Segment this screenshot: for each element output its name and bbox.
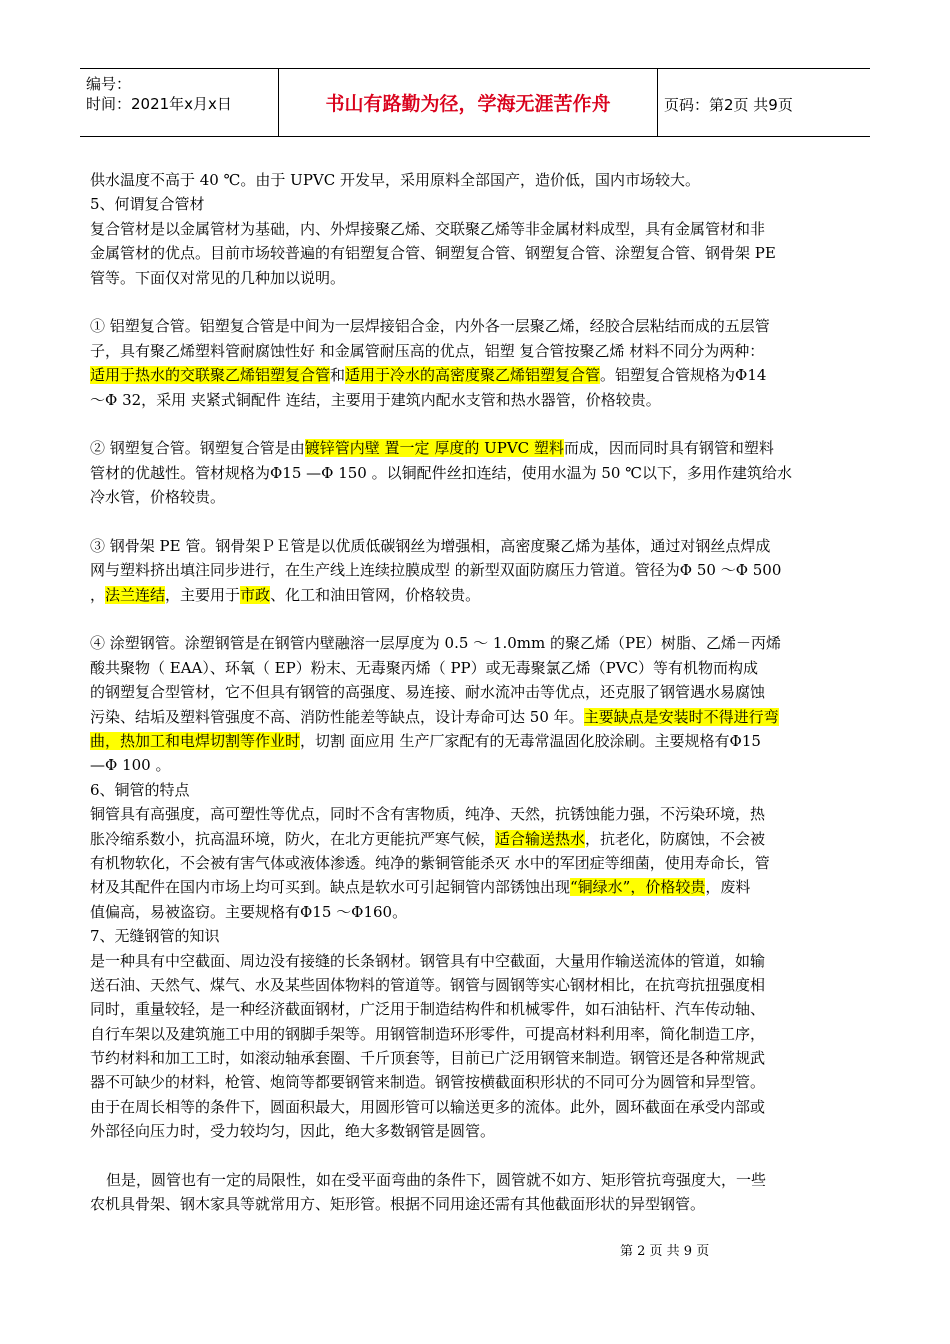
highlighted-text: 市政 xyxy=(240,585,271,604)
document-number-label: 编号： xyxy=(86,75,132,93)
header-motto: 书山有路勤为径，学海无涯苦作舟 xyxy=(325,93,611,115)
paragraph-line xyxy=(90,436,868,460)
paragraph-line: ③ 钢骨架 PE 管。钢骨架ＰＥ管是以优质低碳钢丝为增强相，高密度聚乙烯为基体，通过对钢丝点焊成 xyxy=(90,536,771,555)
paragraph-line xyxy=(90,363,868,387)
paragraph-line: 同时，重量较轻，是一种经济截面钢材，广泛用于制造结构件和机械零件，如石油钻杆、汽车传动轴、 xyxy=(90,1000,766,1019)
document-body xyxy=(90,168,868,1217)
highlighted-text: 适用于冷水的高密度聚乙烯铝塑复合管 xyxy=(345,366,601,385)
text-run: ，抗老化，防腐蚀，不会被 xyxy=(585,829,766,848)
paragraph-line: 复合管材是以金属管材为基础，内、外焊接聚乙烯、交联聚乙烯等非金属材料成型，具有金属管材和非 xyxy=(90,219,766,238)
text-run: ② 钢塑复合管。钢塑复合管是由 xyxy=(90,439,305,458)
paragraph-line: 值偏高，易被盗窃。主要规格有Φ15 ～Φ160。 xyxy=(90,902,408,921)
highlighted-text: 曲，热加工和电焊切割等作业时 xyxy=(90,731,301,750)
section-heading-5: 5、何谓复合管材 xyxy=(90,195,205,214)
text-run: 。铝塑复合管规格为Φ14 xyxy=(600,366,767,385)
header-meta-cell xyxy=(80,69,279,136)
document-date: 时间：2021年x月x日 xyxy=(86,95,232,113)
text-run: 材及其配件在国内市场上均可买到。缺点是软水可引起铜管内部锈蚀出现 xyxy=(90,878,571,897)
paragraph-line: 管等。下面仅对常见的几种加以说明。 xyxy=(90,268,346,287)
text-run: ，废料 xyxy=(705,878,751,897)
paragraph-line: 网与塑料挤出填注同步进行，在生产线上连续拉膜成型 的新型双面防腐压力管道。管径为Φ 50 ～Φ 500 xyxy=(90,561,782,580)
highlighted-text: 法兰连结 xyxy=(105,585,166,604)
paragraph-line xyxy=(90,875,868,899)
paragraph-line: 但是，圆管也有一定的局限性，如在受平面弯曲的条件下，圆管就不如方、矩形管抗弯强度大，一些 xyxy=(106,1171,767,1190)
paragraph-line: 农机具骨架、钢木家具等就常用方、矩形管。根据不同用途还需有其他截面形状的异型钢管。 xyxy=(90,1195,706,1214)
paragraph-line: 供水温度不高于 40 ℃。由于 UPVC 开发早，采用原料全部国产，造价低，国内市场较大。 xyxy=(90,171,700,189)
highlighted-text: 镀锌管内壁 置一定 厚度的 UPVC 塑料 xyxy=(304,439,564,458)
paragraph-line: 送石油、天然气、煤气、水及某些固体物料的管道等。钢管与圆钢等实心钢材相比，在抗弯抗扭强度相 xyxy=(90,975,766,994)
paragraph-line: ④ 涂塑钢管。涂塑钢管是在钢管内壁融溶一层厚度为 0.5 ～ 1.0mm 的聚乙烯（PE）树脂、乙烯－丙烯 xyxy=(90,634,782,653)
paragraph-line: 由于在周长相等的条件下，圆面积最大，用圆形管可以输送更多的流体。此外，圆环截面在承受内部或 xyxy=(90,1097,766,1116)
text-run: 、化工和油田管网，价格较贵。 xyxy=(270,585,481,604)
paragraph-line: —Φ 100 。 xyxy=(90,756,171,775)
header-page-cell xyxy=(658,69,870,136)
paragraph-line: 有机物软化，不会被有害气体或液体渗透。纯净的紫铜管能杀灭 水中的军团症等细菌，使用寿命长，管 xyxy=(90,853,770,872)
paragraph-line: 铜管具有高强度，高可塑性等优点，同时不含有害物质，纯净、天然，抗锈蚀能力强，不污染环境，热 xyxy=(90,805,766,824)
text-run: 和 xyxy=(330,366,346,385)
highlighted-text: “铜绿水”，价格较贵 xyxy=(570,878,706,897)
paragraph-line: 自行车架以及建筑施工中用的钢脚手架等。用钢管制造环形零件，可提高材料利用率，简化制造工序， xyxy=(90,1024,766,1043)
page-footer: 第 2 页 共 9 页 xyxy=(620,1244,710,1259)
paragraph-line: 管材的优越性。管材规格为Φ15 —Φ 150 。以铜配件丝扣连结，使用水温为 50 ℃以下，多用作建筑给水 xyxy=(90,463,793,482)
paragraph-line: 的钢塑复合型管材，它不但具有钢管的高强度、易连接、耐水流冲击等优点，还克服了钢管遇水易腐蚀 xyxy=(90,683,766,702)
paragraph-line: 外部径向压力时，受力较均匀，因此，绝大多数钢管是圆管。 xyxy=(90,1122,496,1141)
page-header xyxy=(80,68,870,137)
paragraph-line: 冷水管，价格较贵。 xyxy=(90,488,226,507)
paragraph-line: 金属管材的优点。目前市场较普遍的有铝塑复合管、铜塑复合管、钢塑复合管、涂塑复合管、钢骨架 PE xyxy=(90,244,776,263)
paragraph-line: ① 铝塑复合管。铝塑复合管是中间为一层焊接铝合金，内外各一层聚乙烯，经胶合层粘结而成的五层管 xyxy=(90,317,770,336)
paragraph-line xyxy=(90,729,868,753)
paragraph-line: 子，具有聚乙烯塑料管耐腐蚀性好 和金属管耐压高的优点，铝塑 复合管按聚乙烯 材料不同分为两种： xyxy=(90,341,765,360)
text-run: 而成，因而同时具有钢管和塑料 xyxy=(563,439,774,458)
highlighted-text: 主要缺点是安装时不得进行弯 xyxy=(583,707,779,726)
paragraph-line xyxy=(90,827,868,851)
text-run: 污染、结垢及塑料管强度不高、消防性能差等缺点，设计寿命可达 50 年。 xyxy=(90,707,584,726)
header-motto-cell xyxy=(279,69,658,136)
paragraph-line: 器不可缺少的材料，枪管、炮筒等都要钢管来制造。钢管按横截面积形状的不同可分为圆管和异型管。 xyxy=(90,1073,766,1092)
section-heading-6: 6、铜管的特点 xyxy=(90,780,190,799)
paragraph-line: ～Φ 32，采用 夹紧式铜配件 连结，主要用于建筑内配水支管和热水器管，价格较贵。 xyxy=(90,390,661,409)
highlighted-text: 适用于热水的交联聚乙烯铝塑复合管 xyxy=(90,366,331,385)
paragraph-line xyxy=(90,583,868,607)
section-heading-7: 7、无缝钢管的知识 xyxy=(90,927,220,946)
paragraph-line: 节约材料和加工工时，如滚动轴承套圈、千斤顶套等，目前已广泛用钢管来制造。钢管还是各种常规武 xyxy=(90,1049,766,1068)
paragraph-line: 酸共聚物（ EAA）、环氧（ EP）粉末、无毒聚丙烯（ PP）或无毒聚氯乙烯（PVC）等有机物而构成 xyxy=(90,658,759,677)
paragraph-line: 是一种具有中空截面、周边没有接缝的长条钢材。钢管具有中空截面，大量用作输送流体的管道，如输 xyxy=(90,951,766,970)
text-run: ，主要用于 xyxy=(165,585,241,604)
paragraph-line xyxy=(90,705,868,729)
highlighted-text: 适合输送热水 xyxy=(495,829,586,848)
text-run: 胀冷缩系数小，抗高温环境，防火，在北方更能抗严寒气候， xyxy=(90,829,496,848)
header-page-number: 页码：第2页 共9页 xyxy=(664,96,793,114)
text-run: ，切割 面应用 生产厂家配有的无毒常温固化胶涂刷。主要规格有Φ15 xyxy=(300,731,761,750)
text-run: ， xyxy=(90,585,106,604)
